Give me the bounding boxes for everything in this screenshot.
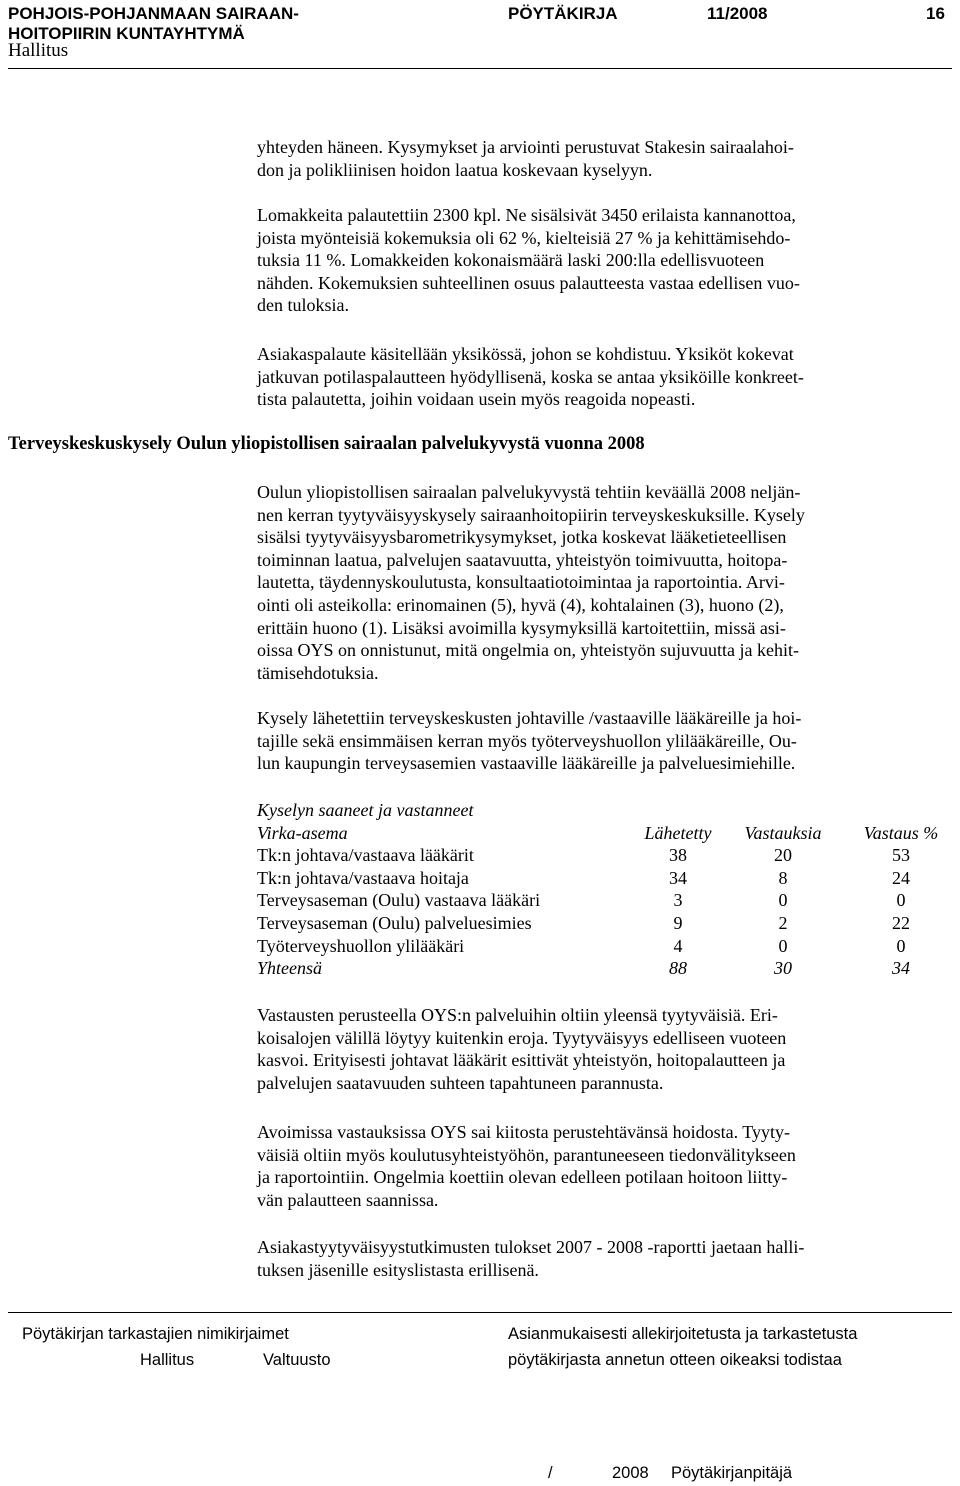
text-line: toiminnan laatua, palvelujen saatavuutta, yhteistyön toimivuutta, hoitopa- [257, 549, 788, 570]
text-line: den tuloksia. [257, 295, 349, 316]
table-title [257, 799, 953, 822]
table-row [257, 844, 953, 867]
paragraph-open-answers [257, 1121, 953, 1211]
table-cell: 24 [892, 867, 910, 888]
text-line: tajille sekä ensimmäisen kerran myös työterveyshuollon ylilääkäreille, Ou- [257, 730, 797, 751]
document-number: 11/2008 [707, 4, 768, 23]
footer-hallitus-label: Hallitus [140, 1351, 195, 1369]
table-cell: 3 [673, 890, 683, 911]
text-line: jatkuvan potilaspalautteen hyödyllisenä, koska se antaa yksiköille konkreet- [257, 366, 804, 387]
organization-name [8, 4, 299, 44]
text-line: Kysely lähetettiin terveyskeskusten johtaville /vastaaville lääkäreille ja hoi- [257, 708, 802, 728]
text-line: Lomakkeita palautettiin 2300 kpl. Ne sisälsivät 3450 erilaista kannanottoa, [257, 205, 796, 225]
table-row [257, 935, 953, 958]
page-number: 16 [926, 4, 945, 23]
text-line: joista myönteisiä kokemuksia oli 62 %, kielteisiä 27 % ja kehittämisehdo- [257, 227, 791, 248]
table-cell: Terveysaseman (Oulu) vastaava lääkäri [257, 890, 541, 911]
table-cell: 0 [778, 890, 788, 911]
section-heading: Terveyskeskuskysely Oulun yliopistollisen sairaalan palvelukyvystä vuonna 2008 [8, 434, 645, 454]
table-cell: 53 [892, 845, 910, 866]
text-line: Avoimissa vastauksissa OYS sai kiitosta perustehtävänsä hoidosta. Tyyty- [257, 1122, 791, 1142]
table-cell: 30 [774, 958, 792, 979]
table-row [257, 889, 953, 912]
footer-year: 2008 [612, 1464, 649, 1482]
footer-certify-line-1: Asianmukaisesti allekirjoitetusta ja tarkastetusta [508, 1325, 858, 1343]
table-cell: 2 [778, 912, 788, 933]
table-cell: 0 [896, 890, 906, 911]
table-cell: Tk:n johtava/vastaava lääkärit [257, 845, 474, 866]
text-line: Oulun yliopistollisen sairaalan palvelukyvystä tehtiin keväällä 2008 neljän- [257, 482, 801, 502]
org-line-2: HOITOPIIRIN KUNTAYHTYMÄ [8, 24, 245, 43]
text-line: yhteyden häneen. Kysymykset ja arviointi perustuvat Stakesin sairaalahoi- [257, 137, 794, 157]
column-header-sent: Lähetetty [644, 822, 712, 843]
table-cell: 34 [892, 958, 910, 979]
text-line: don ja polikliinisen hoidon laatua koskevaan kyselyyn. [257, 159, 653, 180]
text-line: Asiakaspalaute käsitellään yksikössä, johon se kohdistuu. Yksiköt kokevat [257, 344, 794, 364]
column-header-position: Virka-asema [257, 822, 348, 843]
table-cell: Tk:n johtava/vastaava hoitaja [257, 867, 469, 888]
table-header-row [257, 822, 953, 845]
text-line: ja raportointiin. Ongelmia koettiin olevan edelleen potilaan hoitoon liitty- [257, 1167, 788, 1188]
paragraph-survey-recipients [257, 707, 953, 775]
text-line: ointi oli asteikolla: erinomainen (5), hyvä (4), kohtalainen (3), huono (2), [257, 594, 784, 615]
text-line: Asiakastyytyväisyystutkimusten tulokset 2007 - 2008 -raportti jaetaan halli- [257, 1237, 805, 1257]
footer-date-slash: / [548, 1464, 553, 1482]
table-cell: 22 [892, 912, 910, 933]
table-cell: 0 [778, 935, 788, 956]
text-line: koisalojen välillä löytyy kuitenkin eroja. Tyytyväisyys edelliseen vuoteen [257, 1027, 787, 1048]
footer-minutes-keeper: Pöytäkirjanpitäjä [671, 1464, 793, 1482]
paragraph-results [257, 1004, 953, 1094]
table-cell: 34 [669, 867, 687, 888]
table-cell: 88 [669, 958, 687, 979]
text-line: väisiä oltiin myös koulutusyhteistyöhön, parantuneeseen tiedonvälitykseen [257, 1144, 796, 1165]
table-cell: Terveysaseman (Oulu) palveluesimies [257, 912, 532, 933]
footer-divider [8, 1312, 952, 1313]
table-cell: 4 [673, 935, 683, 956]
text-line: palvelujen saatavuuden suhteen tapahtuneen parannusta. [257, 1072, 664, 1093]
table-cell: 9 [673, 912, 683, 933]
table-row [257, 912, 953, 935]
text-line: vän palautteen saannissa. [257, 1189, 439, 1210]
table-total-row [257, 957, 953, 980]
table-cell: 20 [774, 845, 792, 866]
text-line: oissa OYS on onnistunut, mitä ongelmia on, yhteistyön sujuvuutta ja kehit- [257, 640, 799, 661]
section-name: Hallitus [8, 40, 69, 61]
survey-table [257, 799, 953, 980]
header-divider [8, 68, 952, 69]
text-line: tuksia 11 %. Lomakkeiden kokonaismäärä laski 200:lla edellisvuoteen [257, 250, 765, 271]
footer-certify-line-2: pöytäkirjasta annetun otteen oikeaksi todistaa [508, 1351, 842, 1369]
org-line-1: POHJOIS-POHJANMAAN SAIRAAN- [8, 4, 299, 23]
paragraph-returned-forms [257, 204, 953, 317]
text-line: tämisehdotuksia. [257, 662, 379, 683]
document-type: PÖYTÄKIRJA [508, 4, 618, 23]
table-cell: 38 [669, 845, 687, 866]
text-line: erittäin huono (1). Lisäksi avoimilla kysymyksillä kartoitettiin, missä asi- [257, 617, 786, 638]
text-line: tista palautetta, joihin voidaan usein myös reagoida nopeasti. [257, 389, 696, 410]
paragraph-continuation [257, 136, 953, 181]
paragraph-survey-description [257, 481, 953, 684]
table-row [257, 867, 953, 890]
table-cell: 0 [896, 935, 906, 956]
paragraph-feedback-handling [257, 343, 953, 411]
footer-valtuusto-label: Valtuusto [263, 1351, 331, 1369]
table-cell: Työterveyshuollon ylilääkäri [257, 935, 465, 956]
column-header-responses: Vastauksia [744, 822, 822, 843]
text-line: Vastausten perusteella OYS:n palveluihin oltiin yleensä tyytyväisiä. Eri- [257, 1005, 778, 1025]
table-cell: 8 [778, 867, 788, 888]
text-line: kasvoi. Erityisesti johtavat lääkärit esittivät yhteistyön, hoitopalautteen ja [257, 1050, 786, 1071]
text-line: nen kerran tyytyväisyyskysely sairaanhoitopiirin terveyskeskuksille. Kysely [257, 504, 805, 525]
text-line: lautetta, täydennyskoulutusta, konsultaatiotoimintaa ja raportointia. Arvi- [257, 572, 785, 593]
paragraph-report-distribution [257, 1236, 953, 1281]
table-title-text: Kyselyn saaneet ja vastanneet [257, 800, 474, 820]
text-line: sisälsi tyytyväisyysbarometrikysymykset, jotka koskevat lääketieteellisen [257, 527, 787, 548]
column-header-response-rate: Vastaus % [863, 822, 939, 843]
text-line: lun kaupungin terveysasemien vastaaville lääkäreille ja palveluesimiehille. [257, 753, 796, 774]
text-line: nähden. Kokemuksien suhteellinen osuus palautteesta vastaa edellisen vuo- [257, 272, 800, 293]
text-line: tuksen jäsenille esityslistasta erillisenä. [257, 1259, 539, 1280]
table-cell: Yhteensä [257, 958, 322, 979]
footer-initials-label: Pöytäkirjan tarkastajien nimikirjaimet [22, 1325, 289, 1343]
